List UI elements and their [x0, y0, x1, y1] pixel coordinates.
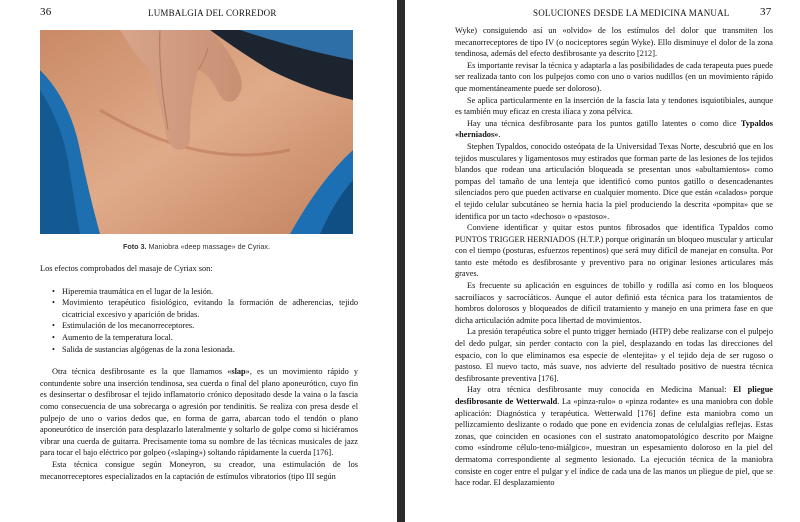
right-page [405, 0, 800, 522]
application-paragraph: Se aplica particularmente en la inserción de la fascia lata y tendones isquiotibiales, aunque es también muy eficaz en cresta ilíaca y zona pélvica. [455, 95, 773, 117]
slap-paragraph: Otra técnica desfibrosante es la que llamamos «slap», es un movimiento rápido y contundente sobre una inserción tendinosa, sea cuerda o final del plano aponeurótico, cuyo fin es desinsertar o desfibrosar el tejido inflamatorio crónico depositado desde la vaina o la fascia como consecuencia de una sobrecarga o agresión por tendinitis. Se realiza con presa desde el pulpejo de uno o varios dedos que, en forma de garra, abarcan todo el tendón o plano aponeurótico de inserción para desplazarlo lateralmente y soltarlo de golpe como si hiciéramos vibrar una cuerda de guitarra. Precisamente toma su nombre de las técnicas musicales de jazz para tocar el bajo eléctrico por golpeo («slaping») soltando rápidamente la cuerda [176]. [40, 367, 358, 458]
wyke-paragraph: Wyke) consiguiendo así un «olvido» de los estímulos del dolor que transmiten los mecanorreceptores de tipo IV (o nociceptores según Wyke). Ello disminuye el dolor de la zona tendinosa, además del efecto desfibrosante ya descrito [212]. [455, 26, 773, 59]
application-cases-paragraph: Es frecuente su aplicación en esguinces de tobillo y rodilla así como en los bloqueos sacroilíacos y sacrocíáticos. Aunque el autor definió esta técnica para los tratamientos de hombros dolorosos y bloqueados de difícil tratamiento y manejo en una primera fase en que dicha articulación admite poca libertad de movimientos. [455, 281, 773, 325]
photo-caption-text: Maniobra «deep massage» de Cyriax. [148, 242, 271, 251]
left-page [0, 0, 397, 522]
effect-item: • Hiperemia traumática en el lugar de la lesión. [52, 286, 358, 298]
effect-item: • Aumento de la temperatura local. [52, 332, 358, 344]
effect-item: • Movimiento terapéutico fisiológico, evitando la formación de adherencias, tejido cicatricial excesivo y aparición de bridas. [52, 297, 358, 320]
left-page-number: 36 [40, 6, 52, 18]
effect-item: • Salida de sustancias algógenas de la zona lesionada. [52, 344, 358, 356]
effect-item: • Estimulación de los mecanorreceptores. [52, 320, 358, 332]
massage-photo-image [40, 30, 353, 234]
typaldos-intro-paragraph: Hay una técnica desfibrosante para los puntos gatillo latentes o como dice Typaldos «herniados». [455, 118, 773, 140]
right-page-number: 37 [760, 6, 772, 18]
technique-paragraph: Es importante revisar la técnica y adaptarla a las posibilidades de cada terapeuta pues puede ser realizada tanto con los pulpejos como con uno o varios nudillos (en un movimiento rápido que momentáneamente puede ser doloroso). [455, 60, 773, 93]
photo-caption-label: Foto 3. [122, 242, 147, 251]
left-running-head: LUMBALGIA DEL CORREDOR [148, 8, 277, 18]
left-body [40, 263, 358, 482]
effects-list [40, 286, 358, 356]
massage-photo [40, 30, 353, 234]
htp-paragraph: Conviene identificar y quitar estos puntos fibrosados que identifica Typaldos como PUNTOS TRIGGER HERNIADOS (H.T.P.) porque originarán un bloqueo muscular y articular con el tiempo (posturas, esfuerzos repentinos) que será muy difícil de manejar en consulta. Por tanto este método es desfibrosante y preventivo para no originar lesiones articulares más graves. [455, 223, 773, 279]
effects-intro: Los efectos comprobados del masaje de Cyriax son: [40, 264, 213, 273]
right-body [455, 25, 773, 489]
pressure-paragraph: La presión terapéutica sobre el punto trigger herniado (HTP) debe realizarse con el pulpejo del dedo pulgar, sin perder contacto con la piel, desplazando en todas las direcciones del espacio, con lo que eliminamos esa especie de «lentejita» y el tejido deja de ser rugoso o pastoso. El nuevo tacto, más suave, nos advierte del resultado positivo de nuestra técnica desfibrosante preventiva [176]. [455, 327, 773, 383]
right-running-head: SOLUCIONES DESDE LA MEDICINA MANUAL [533, 8, 730, 18]
typaldos-paragraph: Stephen Typaldos, conocido osteópata de la Universidad Texas Norte, descubrió que en los tejidos musculares y ligamentosos muy estirados que forman parte de las lesiones de los tejidos blandos que rodean una articulación bloqueada se presentan unos «abultamientos» como pompas del tamaño de una lenteja que identificó como puntos gatillo o desencadenantes silenciados pero que pueden activarse en cualquier momento. Dice que están «calados» porque el tejido celular subcutáneo se hernia hacia la piel produciendo la descrita «pompita» que se identifica por un tacto «dechoso» o «pastoso». [455, 141, 773, 221]
moneyron-paragraph: Esta técnica consigue según Moneyron, su creador, una estimulación de los mecanorreceptores especializados en la captación de estímulos vibratorios (tipo III según [40, 459, 358, 481]
book-gutter [397, 0, 405, 522]
wetterwald-paragraph: Hay otra técnica desfibrosante muy conocida en Medicina Manual: El pliegue desfibrosante de Wetterwald. La «pinza-rulo» o «pinza rodante» es una maniobra con doble aplicación: Diagnóstica y terapéutica. Wetterwald [176] define esta maniobra como un pellizcamiento deslizante o rodado que pone en evidencia zonas de celulalgias reflejas. Estas zonas, que coinciden en ocasiones con el sustrato anatomopatológico descrito por Maigne como «síndrome célulo-teno-miálgico», muestran un espesamiento doloroso en la piel del dermatoma correspondiente al segmento lesionado. La ejecución técnica de la maniobra consiste en coger entre el pulgar y el índice de cada una de las manos un pliegue de piel, que se hace rodar. El desplazamiento [455, 385, 773, 488]
photo-caption [40, 242, 353, 251]
